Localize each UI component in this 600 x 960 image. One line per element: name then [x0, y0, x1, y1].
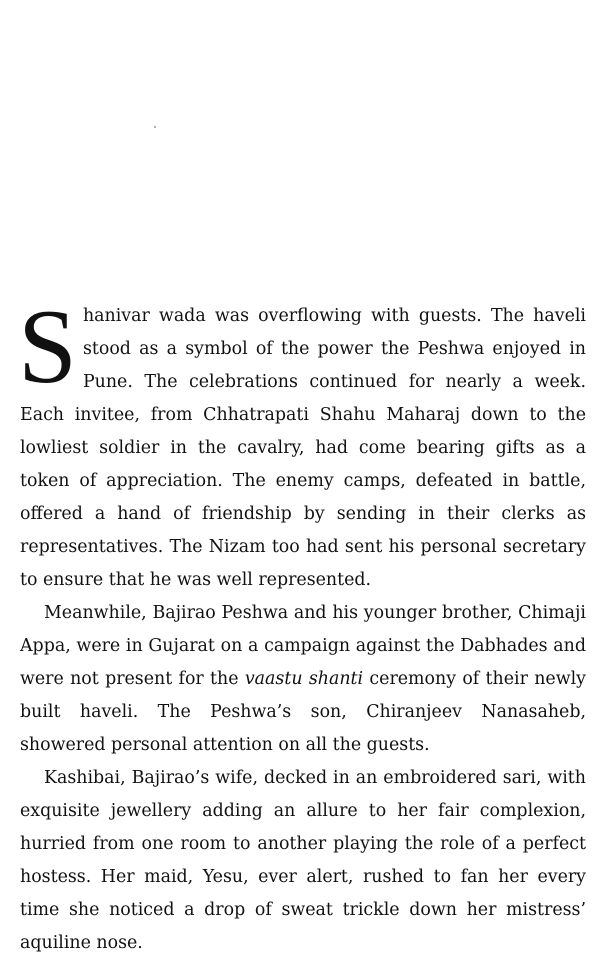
paragraph-2-text-before: Meanwhile, Bajirao Peshwa and his younger brother, Chimaji Appa, were in Gujarat on a campaign against the Dabhades and were not present for the: [20, 603, 586, 689]
paragraph-2: [20, 597, 586, 762]
body-text: [18, 288, 586, 960]
drop-cap: S: [18, 288, 77, 405]
paragraph-3-text: Kashibai, Bajirao’s wife, decked in an embroidered sari, with exquisite jewellery adding an allure to her fair complexion, hurried from one room to another playing the role of a perfect hostess. Her maid, Yesu, ever alert, rushed to fan her every time she noticed a drop of sweat trickle down her mistress’ aquiline nose.: [20, 768, 586, 953]
paragraph-1: [18, 288, 586, 597]
paragraph-2-text-after: ceremony of their newly built haveli. The Peshwa’s son, Chiranjeev Nanasaheb, showered personal attention on all the guests.: [20, 669, 586, 755]
paper-speck: [154, 126, 156, 128]
paragraph-1-text: hanivar wada was overflowing with guests. The haveli stood as a symbol of the power the Peshwa enjoyed in Pune. The celebrations continued for nearly a week. Each invitee, from Chhatrapati Shahu Maharaj down to the lowliest soldier in the cavalry, had come bearing gifts as a token of appreciation. The enemy camps, defeated in battle, offered a hand of friendship by sending in their clerks as representatives. The Nizam too had sent his personal secretary to ensure that he was well represented.: [20, 306, 586, 590]
paragraph-3: [20, 762, 586, 960]
paragraph-2-italic-term: vaastu shanti: [244, 669, 364, 689]
